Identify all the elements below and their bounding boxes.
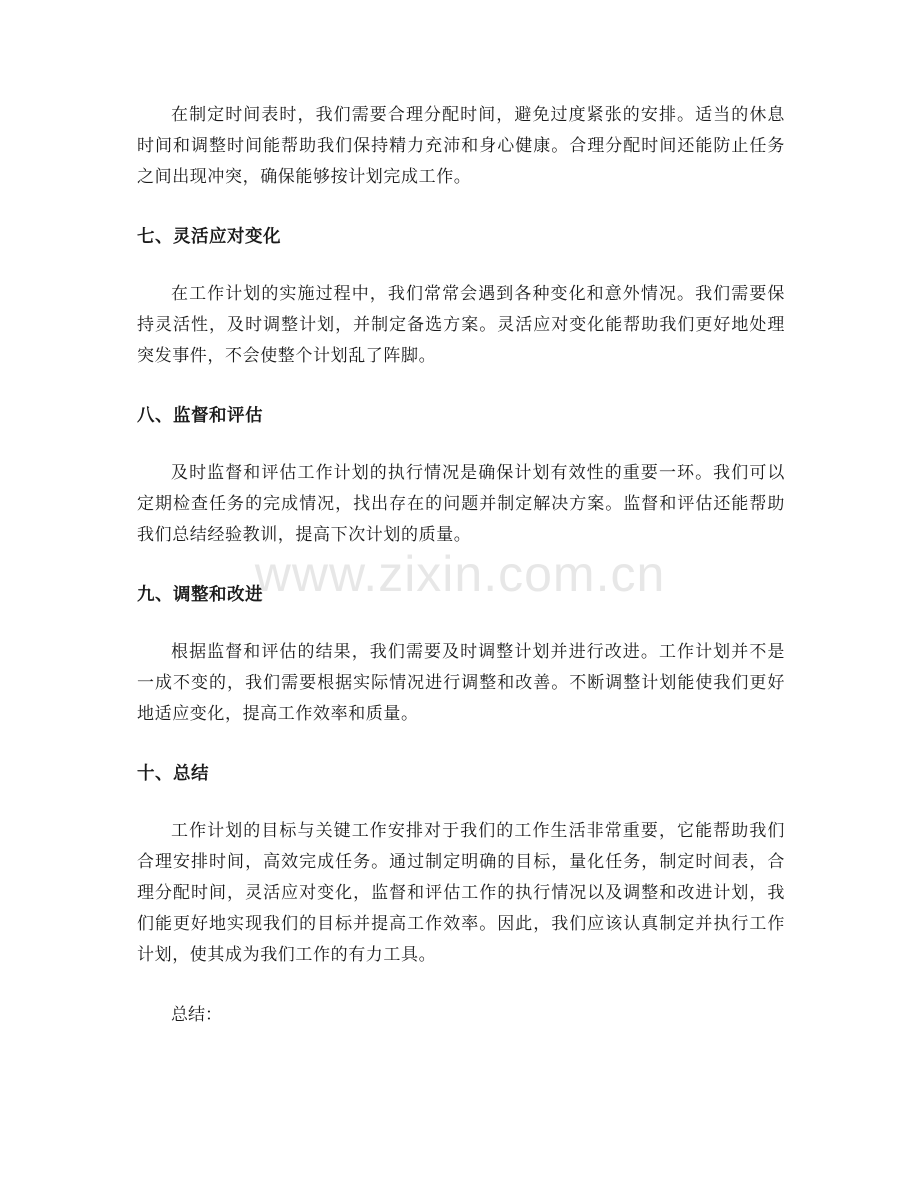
- closing-label: 总结：: [171, 1005, 222, 1025]
- section-body-9: 根据监督和评估的结果，我们需要及时调整计划并进行改进。工作计划并不是一成不变的，我们需要根据实际情况进行调整和改善。不断调整计划能使我们更好地适应变化，提高工作效率和质量。: [137, 642, 785, 724]
- section-heading-9: 九、调整和改进: [137, 585, 263, 605]
- intro-paragraph: 在制定时间表时，我们需要合理分配时间，避免过度紧张的安排。适当的休息时间和调整时间能帮助我们保持精力充沛和身心健康。合理分配时间还能防止任务之间出现冲突，确保能够按计划完成工作。: [137, 105, 785, 187]
- document-body: [137, 100, 785, 1031]
- section-body-7: 在工作计划的实施过程中，我们常常会遇到各种变化和意外情况。我们需要保持灵活性，及时调整计划，并制定备选方案。灵活应对变化能帮助我们更好地处理突发事件，不会使整个计划乱了阵脚。: [137, 284, 785, 366]
- section-heading-10: 十、总结: [137, 764, 209, 784]
- section-heading-8: 八、监督和评估: [137, 406, 263, 426]
- section-body-8: 及时监督和评估工作计划的执行情况是确保计划有效性的重要一环。我们可以定期检查任务的完成情况，找出存在的问题并制定解决方案。监督和评估还能帮助我们总结经验教训，提高下次计划的质量。: [137, 463, 785, 545]
- watermark: www.zixin.com.cn: [254, 546, 666, 602]
- section-body-10: 工作计划的目标与关键工作安排对于我们的工作生活非常重要，它能帮助我们合理安排时间，高效完成任务。通过制定明确的目标，量化任务，制定时间表，合理分配时间，灵活应对变化，监督和评估工作的执行情况以及调整和改进计划，我们能更好地实现我们的目标并提高工作效率。因此，我们应该认真制定并执行工作计划，使其成为我们工作的有力工具。: [137, 821, 785, 965]
- section-heading-7: 七、灵活应对变化: [137, 227, 281, 247]
